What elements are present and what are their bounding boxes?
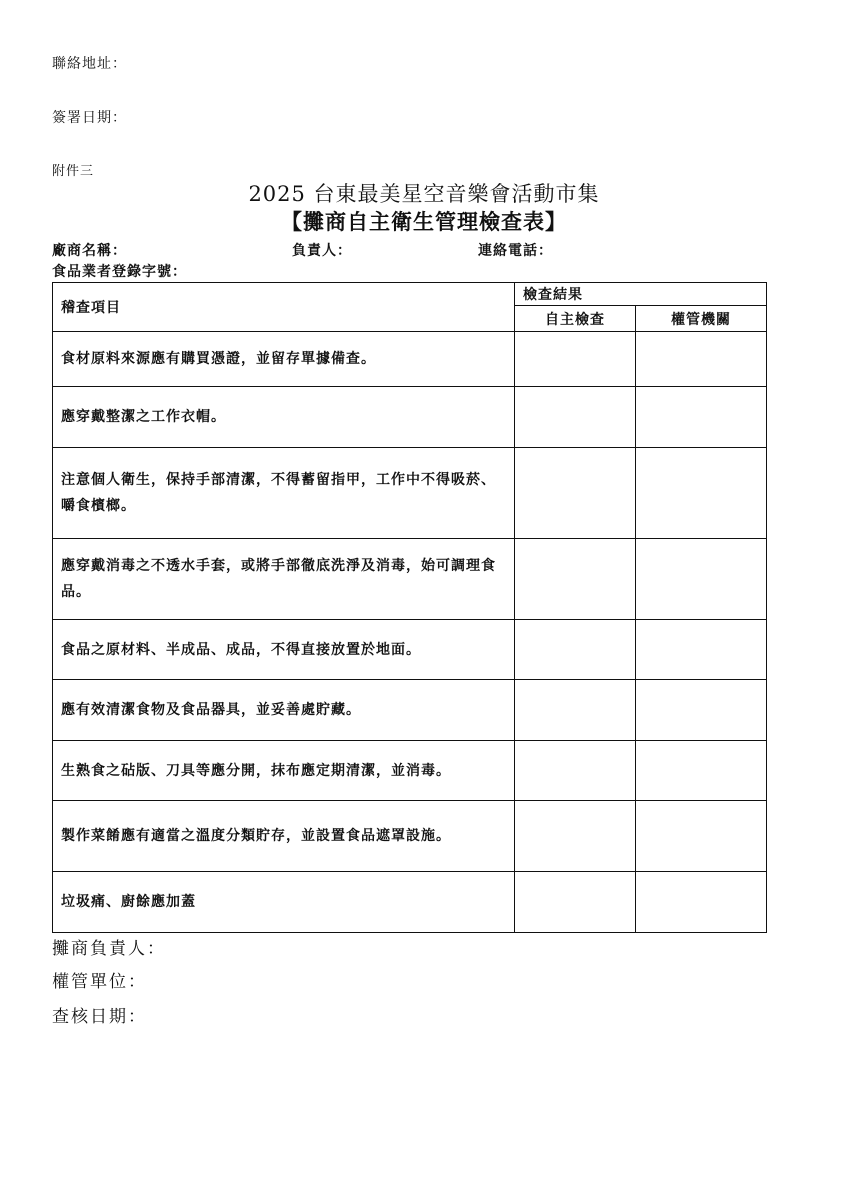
- inspection-item: 食品之原材料、半成品、成品，不得直接放置於地面。: [53, 620, 515, 680]
- authority-check-cell[interactable]: [636, 741, 767, 801]
- sign-date-label: 簽署日期：: [52, 110, 127, 126]
- self-check-cell[interactable]: [515, 387, 636, 448]
- column-header-authority: 權管機關: [636, 306, 767, 332]
- inspection-item: 生熟食之砧版、刀具等應分開，抹布應定期清潔，並消毒。: [53, 741, 515, 801]
- table-row: [53, 539, 767, 620]
- self-check-cell[interactable]: [515, 448, 636, 539]
- table-row: [53, 872, 767, 933]
- food-registration-label: 食品業者登錄字號：: [52, 264, 187, 280]
- phone-label: 連絡電話：: [478, 243, 553, 259]
- column-header-item: 稽查項目: [53, 283, 515, 332]
- authority-check-cell[interactable]: [636, 539, 767, 620]
- contact-address-label: 聯絡地址：: [52, 56, 127, 72]
- authority-unit-label: 權管單位：: [52, 972, 147, 992]
- document-title: 2025 台東最美星空音樂會活動市集: [248, 182, 600, 206]
- table-row: [53, 332, 767, 387]
- table-row: [53, 741, 767, 801]
- self-check-cell[interactable]: [515, 741, 636, 801]
- table-row: [53, 801, 767, 872]
- authority-check-cell[interactable]: [636, 620, 767, 680]
- vendor-person-label: 攤商負責人：: [52, 939, 166, 959]
- authority-check-cell[interactable]: [636, 448, 767, 539]
- document-subtitle: 【攤商自主衛生管理檢查表】: [281, 209, 567, 234]
- inspection-item: 注意個人衛生，保持手部清潔，不得蓄留指甲，工作中不得吸菸、嚼食檳榔。: [53, 448, 515, 539]
- column-header-result: 檢查結果: [515, 283, 767, 306]
- inspection-item: 製作菜餚應有適當之溫度分類貯存，並設置食品遮罩設施。: [53, 801, 515, 872]
- table-row: [53, 448, 767, 539]
- inspection-item: 垃圾痛、廚餘應加蓋: [53, 872, 515, 933]
- authority-check-cell[interactable]: [636, 801, 767, 872]
- table-row: [53, 620, 767, 680]
- inspection-item: 應穿戴消毒之不透水手套，或將手部徹底洗淨及消毒，始可調理食品。: [53, 539, 515, 620]
- audit-date-label: 查核日期：: [52, 1007, 147, 1027]
- self-check-cell[interactable]: [515, 801, 636, 872]
- column-header-self-check: 自主檢查: [515, 306, 636, 332]
- vendor-name-label: 廠商名稱：: [52, 243, 127, 259]
- authority-check-cell[interactable]: [636, 332, 767, 387]
- person-in-charge-label: 負責人：: [292, 243, 352, 259]
- table-row: [53, 387, 767, 448]
- inspection-item: 應有效清潔食物及食品器具，並妥善處貯藏。: [53, 680, 515, 741]
- self-check-cell[interactable]: [515, 620, 636, 680]
- self-check-cell[interactable]: [515, 539, 636, 620]
- inspection-item: 食材原料來源應有購買憑證，並留存單據備查。: [53, 332, 515, 387]
- authority-check-cell[interactable]: [636, 387, 767, 448]
- inspection-table: [52, 282, 767, 933]
- self-check-cell[interactable]: [515, 680, 636, 741]
- inspection-item: 應穿戴整潔之工作衣帽。: [53, 387, 515, 448]
- self-check-cell[interactable]: [515, 332, 636, 387]
- authority-check-cell[interactable]: [636, 872, 767, 933]
- table-row: [53, 680, 767, 741]
- self-check-cell[interactable]: [515, 872, 636, 933]
- authority-check-cell[interactable]: [636, 680, 767, 741]
- annex-label: 附件三: [52, 164, 95, 179]
